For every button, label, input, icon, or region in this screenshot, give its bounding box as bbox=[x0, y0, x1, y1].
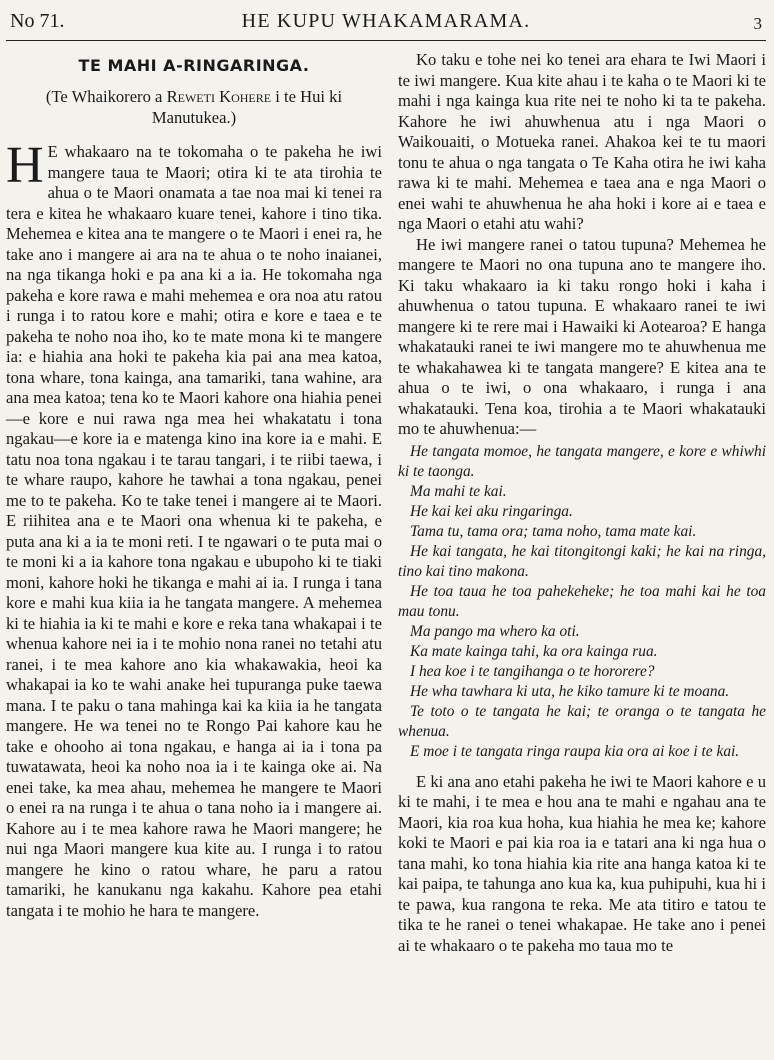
proverb: He toa taua he toa pahekeheke; he toa mahi kai he toa mau tonu. bbox=[398, 582, 766, 620]
article-paragraph-4: E ki ana ano etahi pakeha he iwi te Maori kahore e u ki te mahi, i te mea e hou ana te mahi e ngahau ana te Maori, kia roa kua hoha, kua hiahia he mea ke; kahore koki te Maori e pai kia roa ia e tatari ana ki nga hua o tana mahi, ko tona hiahia kia rite ana hanga katoa ki te kai paipa, te tahunga ano kua ka, kua puhipuhi, kua hi i te pawa, kua rangona te reka. Me ata titiro e tatou te tika te he ranei o tenei whakapae. He take ano i penei ai te whakaaro o te pakeha mo taua mo te bbox=[398, 771, 766, 955]
proverb: Te toto o te tangata he kai; te oranga o te tangata he whenua. bbox=[398, 702, 766, 740]
proverb: E moe i te tangata ringa raupa kia ora ai koe i te kai. bbox=[410, 742, 740, 760]
proverb: I hea koe i te tangihanga o te hororere? bbox=[410, 662, 655, 680]
proverb: He wha tawhara ki uta, he kiko tamure ki te moana. bbox=[410, 682, 730, 700]
paragraph-text: E whakaaro na te tokomaha o te pakeha he iwi mangere taua te Maori; otira ki te ata tirohia te ahua o te Maori onamata a tae noa mai ki tenei ra tera e kitea he whakaaro kuare tenei, kahore i tino tika. Mehemea e kitea ana te mangere o te Maori i enei ra, he take ano i mangere ai ara na te ahua o te noho inaianei, na nga tikanga hoki e pa ana ki a ia. He tokomaha nga pakeha e kore rawa e mahi mehemea e ora noa atu ratou i runga i to ratou kore e mahi; otira e kore e taea e te pakeha te noho noa iho, ko te mate mona ki te mangere ia: e hiahia ana hoki te pakeha kia pai ana mea katoa, tona whare, tona kainga, ana tamariki, tana wahine, ara ana mea katoa; tena ko te Maori kahore ona hiahia penei—e kore e nui rawa nga mea hei whakatatu i tona ngakau—e kore ia e matenga kino ina kore ia e mahi. E tatu noa tona ngakau i te tarau tangari, i te riibi taewa, i te whare raupo, kahore he tawhai a tona ngakau, penei me to te pakeha. Ko te take tenei i mangere ai te Maori. E riihitea ana e te Maori ona whenua ki te pakeha, e puta ana ki a ia te moni reti. I te ngawari o te puta mai o te moni ki a ia kahore tona ngakau e ubupoho ki te tiaki moni, kahore hoki he tikanga e mahi ai ia. I runga i tana kore e mahi kua kiia ia he tangata mangere. A mehemea ki te hiahia ia ki te mahi e kore e reka tana whakapai i te whenua kahore nei ia i te mohio nona ranei no tetahi atu ranei, i te mea kahore ano kia whakawakia, heoi ka whakapai ia ko te wahi anake hei tupuranga puke taewa mana. I te paku o tana mahinga kai ka kiia ia he tangata mangere. He wa tenei no te Rongo Pai kahore kau he take e ohooho ai tona ngakau, e hanga ai ia i tona pa tuwatawata, heoi ka noho noa ia i te kainga oke ai. Na enei take, ka mea ahau, mehemea he mangere te Maori o enei ra na runga i te ahua o tana noho ia i mangere ai. Kahore au i te mea kahore rawa he Maori mangere; he nui nga Maori mangere kua kite au. I runga i to ratou mangere he kino o ratou whare, he paru a ratou tamariki, he kanukanu nga kakahu. Kahore pea etahi tangata i te mohio he hara te mangere. bbox=[6, 142, 382, 920]
page-header bbox=[6, 4, 766, 41]
article-title: TE MAHI A-RINGARINGA. bbox=[78, 56, 310, 75]
article-paragraph-2: Ko taku e tohe nei ko tenei ara ehara te Iwi Maori i te iwi mangere. Kua kite ahau i te kaha o te Maori ki te mahi i nga kainga kua rite nei te noho ki ta te pakeha. Kahore he iwi ahuwhenua atu i nga Maori o Waikouaiti, o Motueka ranei. Ahakoa kei te tu maori tonu te ahua o nga tangata o Te Kaha otira he iwi kaha rawa ki te mahi. Mehemea e taea ana e nga Maori o enei wahi te ahuwhenua he aha hoki i kore ai e taea e nga Maori o etahi atu wahi? bbox=[398, 50, 766, 233]
proverb: He kai tangata, he kai titongitongi kaki; he kai na ringa, tino kai tino makona. bbox=[398, 542, 766, 580]
proverb: Ma mahi te kai. bbox=[410, 482, 507, 500]
article-paragraph-1 bbox=[6, 137, 382, 921]
proverb: Ma pango ma whero ka oti. bbox=[410, 622, 580, 640]
drop-cap: H bbox=[6, 137, 44, 194]
proverb: He kai kei aku ringaringa. bbox=[410, 502, 573, 520]
right-column bbox=[398, 50, 766, 956]
subtitle-suffix: i te Hui ki Manutukea.) bbox=[151, 87, 343, 127]
proverb: He tangata momoe, he tangata mangere, e kore e whiwhi ki te taonga. bbox=[398, 442, 766, 480]
section-gap bbox=[398, 762, 766, 772]
article-paragraph-3: He iwi mangere ranei o tatou tupuna? Mehemea he mangere te Maori no ona tupuna ano te mangere iho. Ki taku whakaaro ia ki taku rongo hoki i kaha i ahuwhenua o tatou tupuna. E whakaaro ranei te iwi mangere ki te rere mai i Hawaiki ki Aotearoa? E hanga whakatauki ranei te iwi mangere mo te ahuwhenua me te whakahawea ki te tangata mangere? E kitea ana te ahua o te iwi, o ona whakaaro, i runga i ana whakatauki. Tena koa, tirohia a te Maori whakatauki mo te ahuwhenua:— bbox=[398, 234, 766, 438]
issue-number: No 71. bbox=[10, 10, 65, 32]
proverb: Ka mate kainga tahi, ka ora kainga rua. bbox=[410, 642, 658, 660]
left-column bbox=[6, 50, 382, 921]
publication-title: HE KUPU WHAKAMARAMA. bbox=[241, 10, 531, 32]
proverb: Tama tu, tama ora; tama noho, tama mate kai. bbox=[410, 522, 697, 540]
proverb-list bbox=[398, 442, 766, 762]
article-subtitle bbox=[6, 87, 382, 128]
subtitle-prefix: (Te Whaikorero a bbox=[45, 87, 163, 106]
page-number: 3 bbox=[753, 14, 762, 33]
author-name: Reweti Kohere bbox=[166, 87, 272, 106]
